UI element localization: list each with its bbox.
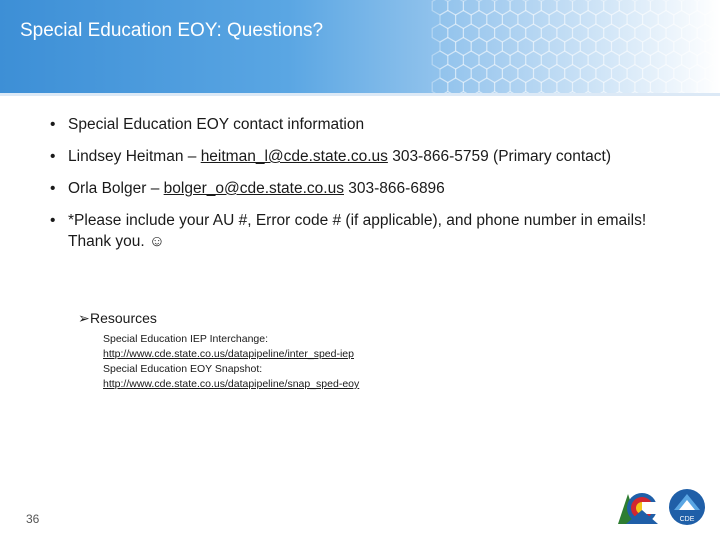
hexagon-shape <box>479 0 495 15</box>
arrow-bullet-icon: ➢ <box>78 310 90 326</box>
hexagon-shape <box>448 0 464 15</box>
hexagon-shape <box>588 78 604 93</box>
hexagon-shape <box>619 78 635 93</box>
bullet-item <box>50 114 690 135</box>
hexagon-shape <box>510 78 526 93</box>
resource-label: Special Education IEP Interchange: <box>103 333 269 345</box>
cde-logo-icon <box>669 489 705 525</box>
bullet-item <box>50 178 690 199</box>
hexagon-shape <box>697 78 713 93</box>
hexagon-shape <box>666 78 682 93</box>
hexagon-shape <box>541 78 557 93</box>
hexagon-shape <box>604 78 620 93</box>
resource-link[interactable]: http://www.cde.state.co.us/datapipeline/inter_sped-iep <box>103 348 354 360</box>
hexagon-shape <box>541 0 557 15</box>
contact-phone: 303-866-6896 <box>343 180 445 197</box>
bullet-text: Special Education EOY contact information <box>68 116 365 133</box>
contact-phone: 303-866-5759 (Primary contact) <box>387 148 612 165</box>
bullet-text: *Please include your AU #, Error code # (if applicable), and phone number in emails! Thank you. ☺ <box>68 212 647 250</box>
email-link[interactable]: heitman_l@cde.state.co.us <box>200 148 388 165</box>
bullet-list <box>50 114 690 263</box>
hexagon-shape <box>463 78 479 93</box>
hexagon-shape <box>463 0 479 15</box>
hexagon-shape <box>635 0 651 15</box>
resource-link[interactable]: http://www.cde.state.co.us/datapipeline/snap_sped-eoy <box>103 378 360 390</box>
resources-label: Resources <box>90 310 157 326</box>
hexagon-shape <box>573 78 589 93</box>
hexagon-shape <box>510 0 526 15</box>
slide-header <box>0 0 720 96</box>
slide-title: Special Education EOY: Questions? <box>20 20 324 41</box>
colorado-logo-icon <box>618 493 658 524</box>
header-divider <box>0 93 720 96</box>
hexagon-shape <box>682 78 698 93</box>
hexagon-shape <box>432 0 448 15</box>
email-link[interactable]: bolger_o@cde.state.co.us <box>163 180 344 197</box>
hexagon-shape <box>666 0 682 15</box>
logos <box>612 480 712 530</box>
hexagon-shape <box>650 0 666 15</box>
hexagon-shape <box>697 0 713 15</box>
contact-name: Orla Bolger – <box>68 180 164 197</box>
hexagon-shape <box>573 0 589 15</box>
resources-list <box>103 332 413 392</box>
hexagon-shape <box>495 78 511 93</box>
bullet-item <box>50 146 690 167</box>
resources-heading <box>78 310 157 327</box>
hexagon-shape <box>432 78 448 93</box>
hexagon-shape <box>448 78 464 93</box>
resource-label: Special Education EOY Snapshot: <box>103 363 263 375</box>
hexagon-shape <box>604 0 620 15</box>
hexagon-shape <box>495 0 511 15</box>
hexagon-shape <box>526 0 542 15</box>
hexagon-shape <box>682 0 698 15</box>
svg-text:CDE: CDE <box>679 516 695 523</box>
hexagon-shape <box>635 78 651 93</box>
hexagon-shape <box>650 78 666 93</box>
hexagon-shape <box>557 78 573 93</box>
bullet-item <box>50 210 690 252</box>
hexagon-shape <box>588 0 604 15</box>
page-number: 36 <box>26 512 40 526</box>
hexagon-shape <box>557 0 573 15</box>
hexagon-shape <box>619 0 635 15</box>
contact-name: Lindsey Heitman – <box>68 148 201 165</box>
hexagon-shape <box>526 78 542 93</box>
hexagon-pattern <box>0 0 720 93</box>
hexagon-shape <box>479 78 495 93</box>
